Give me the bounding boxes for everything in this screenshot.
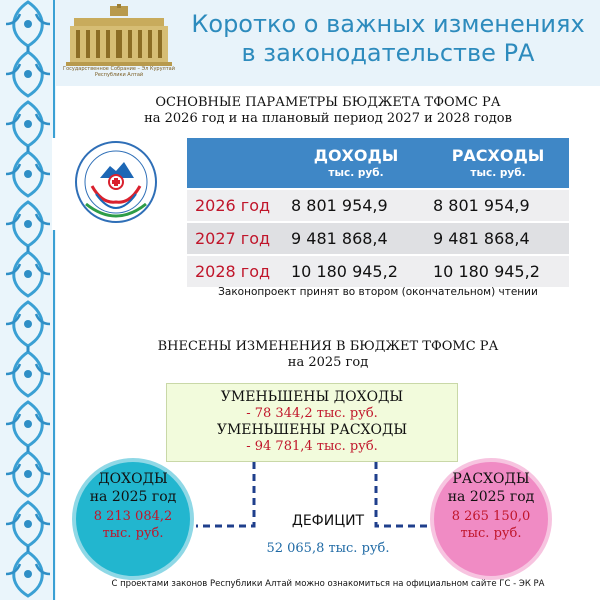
expense-2025-value <box>434 508 548 542</box>
row-income: 10 180 945,2 <box>285 254 427 287</box>
expense-header-unit: тыс. руб. <box>470 167 526 179</box>
budget-title-line1: ОСНОВНЫЕ ПАРАМЕТРЫ БЮДЖЕТА ТФОМС РА <box>155 95 501 110</box>
expense-2025-title-line1: РАСХОДЫ <box>452 471 530 487</box>
income-header-label: ДОХОДЫ <box>313 146 399 165</box>
reading-note: Законопроект принят во втором (окончательном) чтении <box>218 286 538 298</box>
footer-note: С проектами законов Республики Алтай можно ознакомиться на официальном сайте ГС - ЭК РА <box>111 579 545 589</box>
expense-2025-title <box>434 470 548 506</box>
page-title-line2: в законодательстве РА <box>241 39 535 67</box>
decreased-income-label: УМЕНЬШЕНЫ ДОХОДЫ <box>220 389 404 405</box>
expense-2025-value-line2: тыс. руб. <box>460 526 522 541</box>
table-header-row <box>187 138 569 188</box>
income-2025-value-line1: 8 213 084,2 <box>93 509 173 524</box>
budget-section-title <box>62 95 594 127</box>
table-header-empty <box>187 138 285 188</box>
expense-2025-circle <box>430 458 552 580</box>
row-expense: 10 180 945,2 <box>427 254 569 287</box>
logo-caption: Государственное Собрание – Эл Курултай Республики Алтай <box>63 66 175 78</box>
row-income: 8 801 954,9 <box>285 188 427 221</box>
income-2025-value <box>76 508 190 542</box>
tfoms-emblem <box>52 138 180 230</box>
row-income: 9 481 868,4 <box>285 221 427 254</box>
changes-title-line2: на 2025 год <box>287 355 369 370</box>
row-year: 2026 год <box>187 188 285 221</box>
decreased-expense-value: - 94 781,4 тыс. руб. <box>246 439 378 454</box>
row-year: 2028 год <box>187 254 285 287</box>
budget-title-line2: на 2026 год и на плановый период 2027 и 2028 годов <box>144 111 512 126</box>
table-header-expense <box>427 138 569 188</box>
expense-2025-title-line2: на 2025 год <box>447 489 535 505</box>
ornamental-border <box>0 0 56 600</box>
income-2025-title-line1: ДОХОДЫ <box>98 471 168 487</box>
row-year: 2027 год <box>187 221 285 254</box>
table-row <box>187 188 569 221</box>
table-header-income <box>285 138 427 188</box>
income-2025-value-line2: тыс. руб. <box>102 526 164 541</box>
changes-section-title <box>62 339 594 371</box>
income-2025-title-line2: на 2025 год <box>89 489 177 505</box>
decreased-expense-label: УМЕНЬШЕНЫ РАСХОДЫ <box>216 422 408 438</box>
expense-2025-value-line1: 8 265 150,0 <box>451 509 531 524</box>
table-row <box>187 221 569 254</box>
deficit-value: 52 065,8 тыс. руб. <box>266 541 390 556</box>
decreased-income-value: - 78 344,2 тыс. руб. <box>246 406 378 421</box>
budget-table <box>187 138 569 287</box>
income-2025-circle <box>72 458 194 580</box>
page-title-line1: Коротко о важных изменениях <box>191 10 585 38</box>
changes-title-line1: ВНЕСЕНЫ ИЗМЕНЕНИЯ В БЮДЖЕТ ТФОМС РА <box>157 339 499 354</box>
deficit-label: ДЕФИЦИТ <box>291 513 365 529</box>
changes-box <box>166 383 458 462</box>
row-expense: 8 801 954,9 <box>427 188 569 221</box>
page-title <box>180 10 596 68</box>
table-row <box>187 254 569 287</box>
row-expense: 9 481 868,4 <box>427 221 569 254</box>
income-header-unit: тыс. руб. <box>328 167 384 179</box>
expense-header-label: РАСХОДЫ <box>451 146 545 165</box>
income-2025-title <box>76 470 190 506</box>
